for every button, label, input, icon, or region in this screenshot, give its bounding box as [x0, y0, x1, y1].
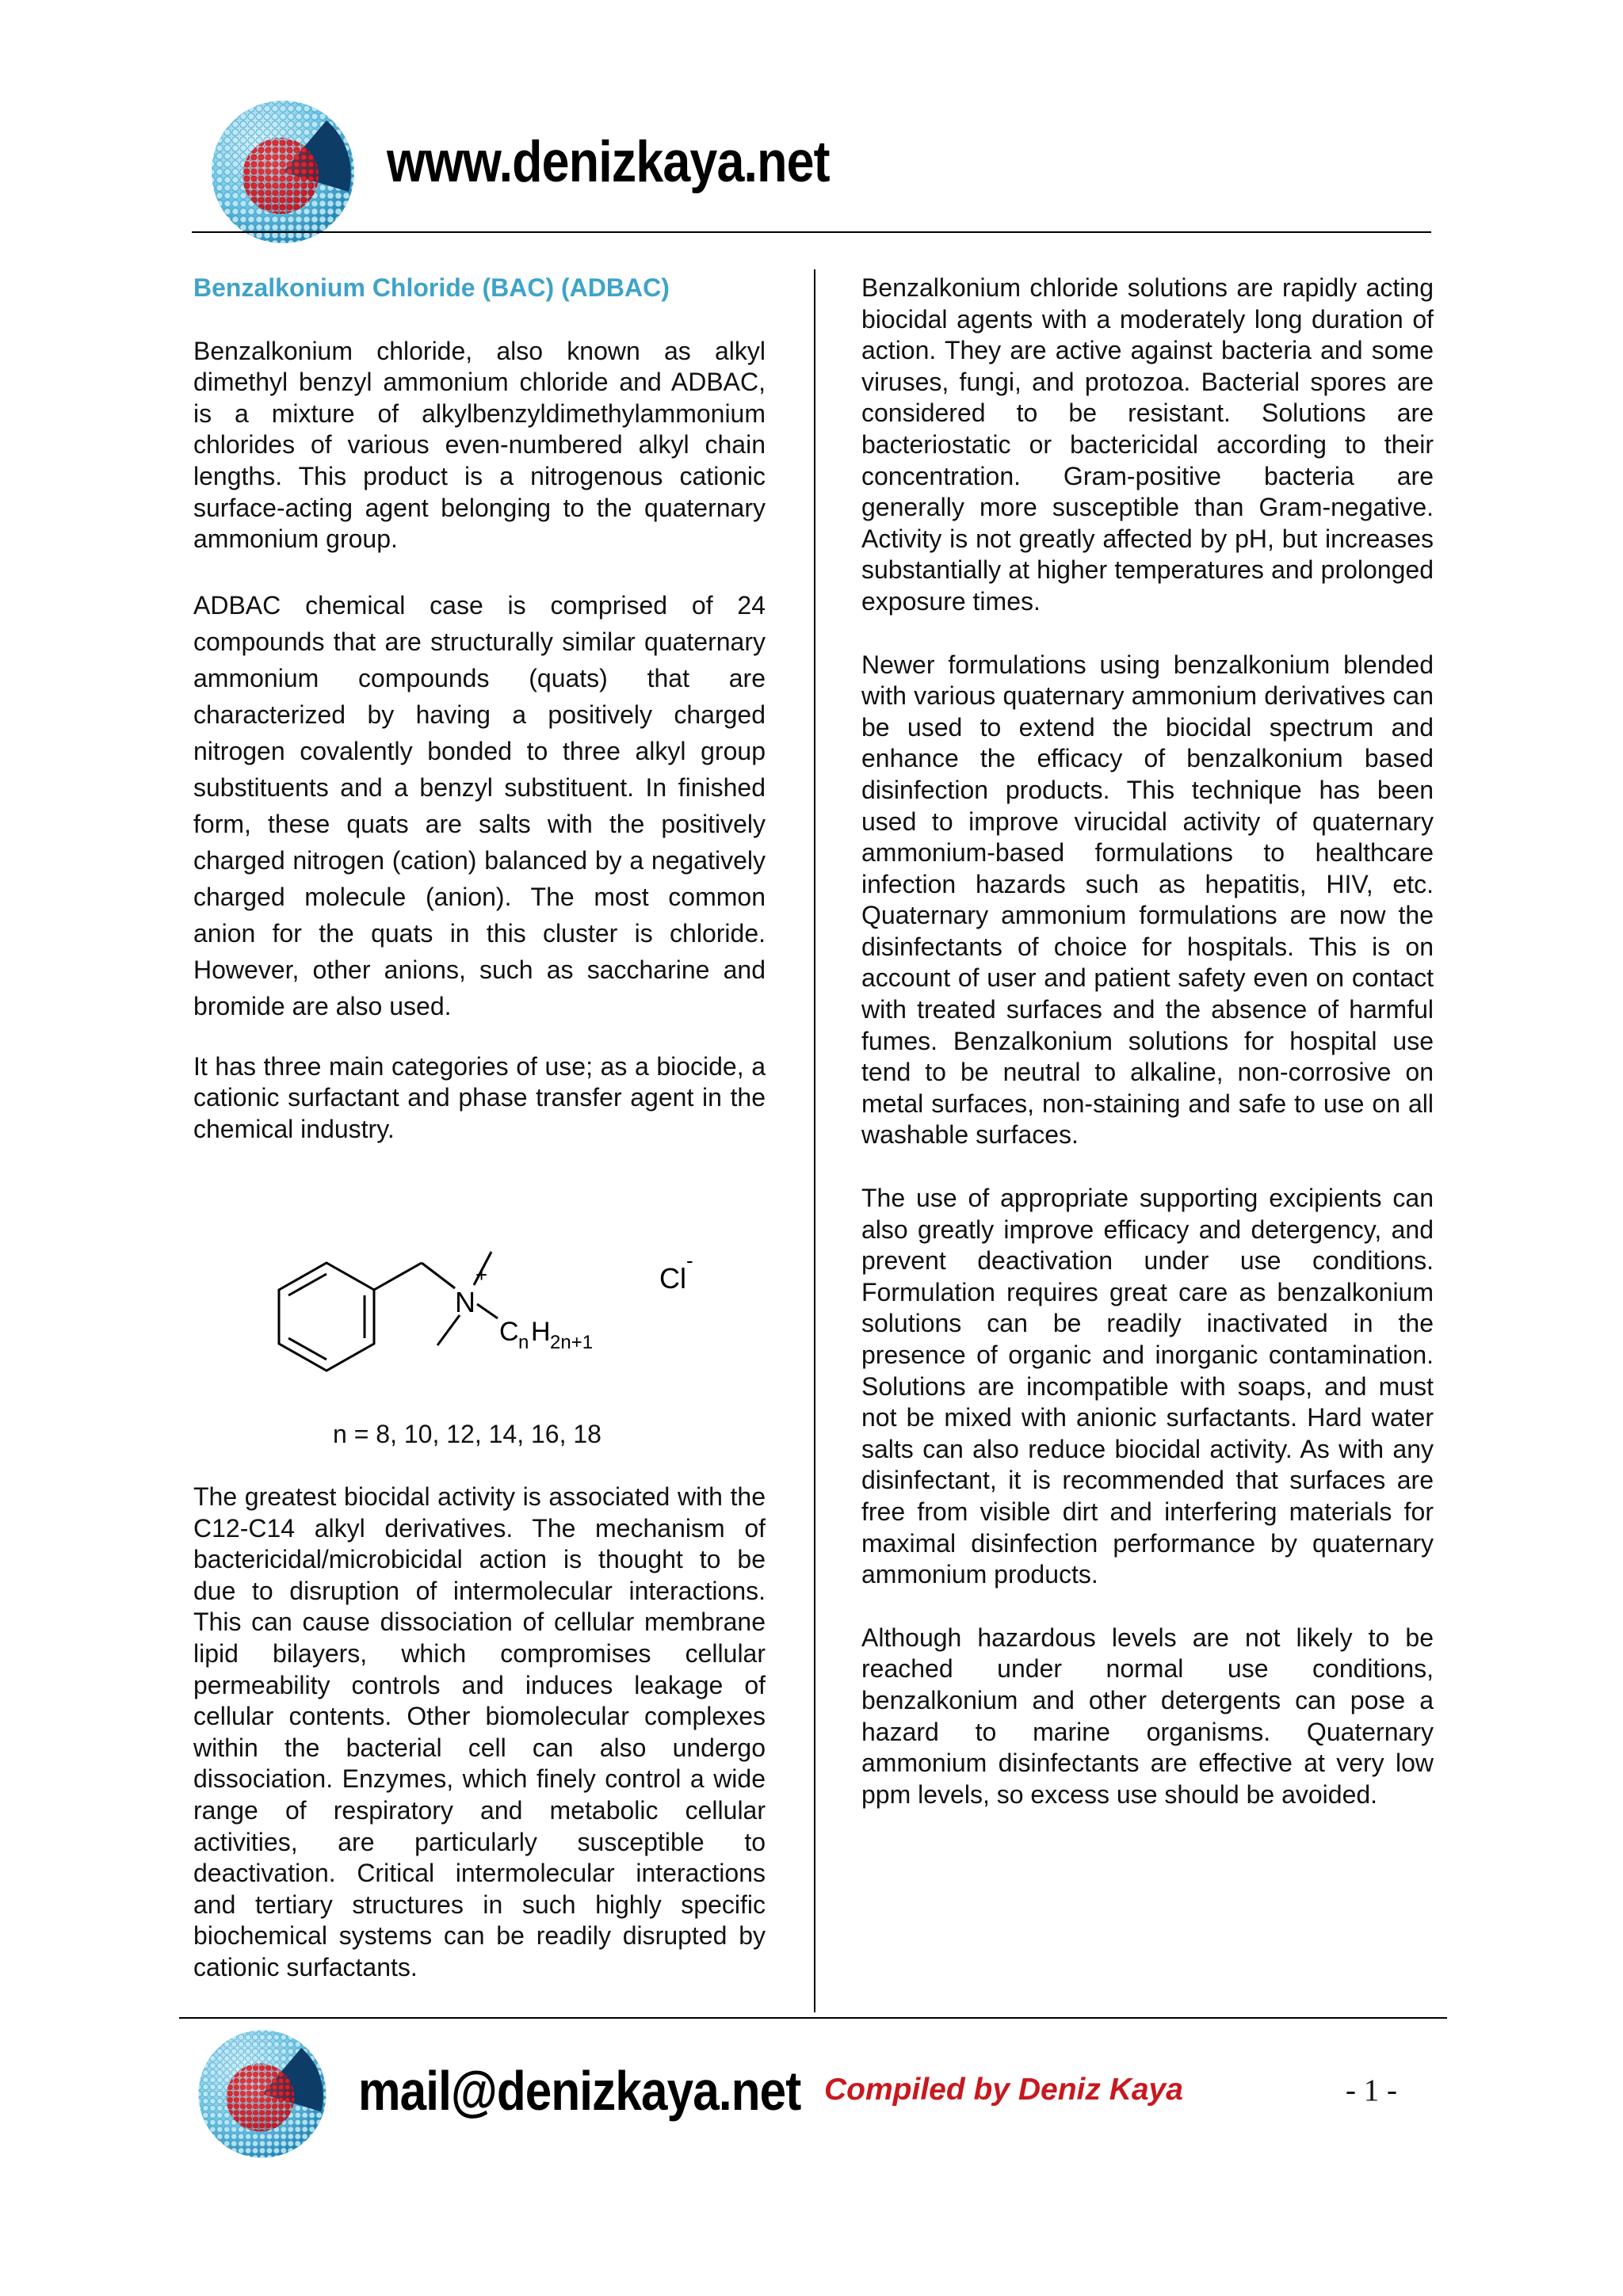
- micelle-logo: [208, 97, 358, 247]
- left-paragraph-1: Benzalkonium chloride, also known as alkyl dimethyl benzyl ammonium chloride and ADBAC, is a mixture of alkylbenzyldimethylammonium chlorides of various even-numbered alkyl chain lengths. This product is a nitrogenous cationic surface-acting agent belonging to the quaternary ammonium group.: [193, 336, 766, 554]
- charge-minus: -: [686, 1249, 693, 1272]
- left-paragraph-3: It has three main categories of use; as a biocide, a cationic surfactant and phase transfer agent in the chemical industry.: [193, 1051, 766, 1143]
- footer-rule: [179, 2017, 1447, 2019]
- chloride-label: Cl: [659, 1262, 686, 1295]
- column-divider: [814, 269, 815, 2012]
- right-paragraph-3: The use of appropriate supporting excipients can also greatly improve efficacy and detergency, and prevent deactivation under use conditions. Formulation requires great care as benzalkonium solutions can be readily inactivated in the presence of organic and inorganic contamination. Solutions are incompatible with soaps, and must not be mixed with anionic surfactants. Hard water salts can also reduce biocidal activity. As with any disinfectant, it is recommended that surfaces are free from visible dirt and interfering materials for maximal disinfection performance by quaternary ammonium products.: [861, 1184, 1434, 1589]
- compiled-by: Compiled by Deniz Kaya: [824, 2073, 1183, 2107]
- header-rule: [192, 231, 1431, 233]
- n-values: n = 8, 10, 12, 14, 16, 18: [333, 1420, 601, 1448]
- left-column-lower: [193, 1482, 766, 1984]
- micelle-logo-footer: [195, 2027, 330, 2161]
- footer-email[interactable]: mail@denizkaya.net: [358, 2060, 801, 2122]
- right-column: [861, 273, 1434, 1810]
- nitrogen-label: N: [455, 1286, 475, 1318]
- chain-n: n: [518, 1332, 529, 1353]
- article-heading: Benzalkonium Chloride (BAC) (ADBAC): [193, 273, 670, 302]
- charge-plus: +: [475, 1263, 488, 1287]
- right-paragraph-4: Although hazardous levels are not likely to be reached under normal use conditions, benzalkonium and other detergents can pose a hazard to marine organisms. Quaternary ammonium disinfectants are effective at very low ppm levels, so excess use should be avoided.: [861, 1623, 1434, 1809]
- page-number: - 1 -: [1346, 2073, 1397, 2107]
- site-url[interactable]: www.denizkaya.net: [387, 130, 830, 194]
- left-paragraph-4: The greatest biocidal activity is associated with the C12-C14 alkyl derivatives. The mechanism of bactericidal/microbicidal action is thought to be due to disruption of intermolecular interactions. This can cause dissociation of cellular membrane lipid bilayers, which compromises cellular permeability controls and induces leakage of cellular contents. Other biomolecular complexes within the bacterial cell can also undergo dissociation. Enzymes, which finely control a wide range of respiratory and metabolic cellular activities, are particularly susceptible to deactivation. Critical intermolecular interactions and tertiary structures in such highly specific biochemical systems can be readily disrupted by cationic surfactants.: [193, 1482, 766, 1981]
- right-paragraph-2: Newer formulations using benzalkonium blended with various quaternary ammonium derivatives can be used to extend the biocidal spectrum and enhance the efficacy of benzalkonium based disinfection products. This technique has been used to improve virucidal activity of quaternary ammonium-based formulations to healthcare infection hazards such as hepatitis, HIV, etc. Quaternary ammonium formulations are now the disinfectants of choice for hospitals. This is on account of user and patient safety even on contact with treated surfaces and the absence of harmful fumes. Benzalkonium solutions for hospital use tend to be neutral to alkaline, non-corrosive on metal surfaces, non-staining and safe to use on all washable surfaces.: [861, 650, 1434, 1150]
- left-paragraph-2: ADBAC chemical case is comprised of 24 compounds that are structurally similar quaternary ammonium compounds (quats) that are characterized by having a positively charged nitrogen covalently bonded to three alkyl group substituents and a benzyl substituent. In finished form, these quats are salts with the positively charged nitrogen (cation) balanced by a negatively charged molecule (anion). The most common anion for the quats in this cluster is chloride. However, other anions, such as saccharine and bromide are also used.: [193, 590, 766, 1020]
- left-column: [193, 269, 766, 1146]
- chain-h: H: [531, 1317, 551, 1347]
- chain-subscript: 2n+1: [550, 1332, 594, 1353]
- chain-c: C: [499, 1317, 519, 1347]
- right-paragraph-1: Benzalkonium chloride solutions are rapidly acting biocidal agents with a moderately long duration of action. They are active against bacteria and some viruses, fungi, and protozoa. Bacterial spores are considered to be resistant. Solutions are bacteriostatic or bactericidal according to their concentration. Gram-positive bacteria are generally more susceptible than Gram-negative. Activity is not greatly affected by pH, but increases substantially at higher temperatures and prolonged exposure times.: [861, 273, 1434, 616]
- chemical-structure: [262, 1236, 721, 1394]
